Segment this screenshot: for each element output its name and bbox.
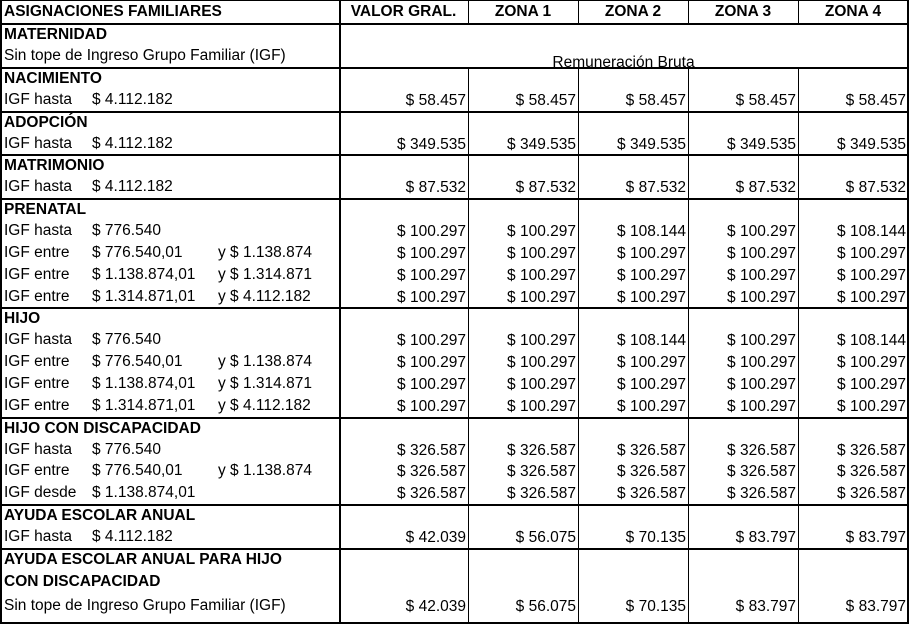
table-row (0, 482, 909, 504)
grid-line (0, 154, 909, 156)
igf-from-amount: $ 1.314.871,01 (92, 396, 196, 414)
grid-line (468, 112, 469, 155)
amount-cell: $ 326.587 (397, 463, 466, 481)
igf-from-amount: $ 776.540,01 (92, 244, 183, 261)
amount-cell: $ 100.297 (397, 332, 466, 350)
igf-to-amount: y $ 1.314.871 (218, 375, 312, 392)
grid-line (0, 0, 2, 624)
table-row (0, 395, 909, 417)
section-title-row (0, 68, 909, 89)
grid-line (688, 155, 689, 198)
section-title-row (0, 24, 909, 45)
amount-cell: $ 100.297 (617, 397, 686, 415)
igf-to-amount: y $ 1.138.874 (218, 353, 312, 371)
column-header: ZONA 3 (714, 3, 772, 20)
amount-cell: $ 100.297 (617, 245, 686, 262)
igf-condition: IGF entre (4, 462, 70, 480)
amount-cell: $ 326.587 (617, 485, 686, 503)
amount-cell: $ 100.297 (397, 223, 466, 241)
grid-line (0, 504, 909, 506)
igf-condition: IGF hasta (4, 528, 73, 545)
amount-cell: $ 326.587 (837, 463, 906, 481)
grid-line (578, 418, 579, 504)
table-row (0, 526, 909, 548)
grid-line (578, 308, 579, 416)
amount-cell: $ 87.532 (845, 179, 906, 197)
grid-line (798, 0, 799, 24)
grid-line (578, 549, 579, 622)
amount-cell: $ 100.297 (617, 288, 686, 306)
igf-condition: IGF entre (4, 287, 70, 305)
section-title-row (0, 308, 909, 329)
table-row (0, 264, 909, 286)
amount-cell: $ 100.297 (507, 397, 576, 415)
igf-to-amount: y $ 1.138.874 (218, 244, 312, 261)
grid-line (339, 0, 341, 624)
table-row (0, 176, 909, 198)
amount-cell: $ 100.297 (727, 223, 796, 241)
header-title: ASIGNACIONES FAMILIARES (4, 3, 222, 20)
grid-line (0, 307, 909, 309)
amount-cell: $ 108.144 (617, 332, 686, 350)
amount-cell: $ 326.587 (727, 463, 796, 481)
grid-line (0, 23, 909, 25)
section-title: CON DISCAPACIDAD (4, 572, 161, 590)
grid-line (798, 199, 799, 307)
amount-cell: $ 100.297 (507, 223, 576, 241)
amount-cell: $ 42.039 (405, 597, 466, 615)
grid-line (578, 112, 579, 155)
amount-cell: $ 349.535 (397, 135, 466, 153)
section-title: NACIMIENTO (4, 69, 102, 87)
amount-cell: $ 349.535 (727, 135, 796, 153)
amount-cell: $ 100.297 (837, 245, 906, 262)
igf-to-amount: y $ 4.112.182 (218, 396, 311, 414)
grid-line (0, 548, 909, 550)
igf-from-amount: $ 776.540,01 (92, 462, 183, 480)
igf-from-amount: $ 1.138.874,01 (92, 265, 196, 283)
amount-cell: $ 100.297 (397, 376, 466, 393)
section-title: MATERNIDAD (4, 26, 108, 43)
amount-cell: $ 100.297 (837, 376, 906, 393)
amount-cell: $ 58.457 (625, 91, 686, 109)
grid-line (688, 0, 689, 24)
igf-condition: IGF entre (4, 265, 70, 283)
grid-line (468, 308, 469, 416)
table-row (0, 133, 909, 155)
igf-condition: IGF hasta (4, 178, 73, 196)
amount-cell: $ 100.297 (397, 288, 466, 306)
grid-line (468, 155, 469, 198)
igf-to-amount: y $ 1.314.871 (218, 265, 312, 283)
igf-from-amount: $ 4.112.182 (92, 178, 173, 196)
amount-cell: $ 100.297 (507, 266, 576, 284)
table-row (0, 45, 909, 67)
amount-cell: $ 326.587 (727, 441, 796, 459)
column-header: ZONA 4 (824, 3, 882, 20)
igf-condition: IGF entre (4, 353, 70, 371)
amount-cell: $ 100.297 (837, 266, 906, 284)
section-title: PRENATAL (4, 201, 87, 219)
amount-cell: $ 100.297 (837, 354, 906, 372)
amount-cell: $ 100.297 (507, 245, 576, 262)
grid-line (468, 505, 469, 548)
igf-from-amount: $ 1.138.874,01 (92, 375, 196, 392)
table-row (0, 89, 909, 111)
table-row (0, 351, 909, 373)
grid-line (798, 418, 799, 504)
grid-line (578, 505, 579, 548)
amount-cell: $ 83.797 (845, 597, 906, 615)
grid-line (798, 112, 799, 155)
section-title-row (0, 112, 909, 133)
amount-cell: $ 108.144 (837, 223, 906, 241)
igf-to-amount: y $ 4.112.182 (218, 287, 311, 305)
amount-cell: $ 83.797 (845, 529, 906, 546)
header-row (0, 1, 909, 24)
amount-cell: $ 100.297 (507, 354, 576, 372)
grid-line (798, 505, 799, 548)
table-row (0, 220, 909, 242)
grid-line (0, 417, 909, 419)
grid-line (578, 0, 579, 24)
section-title-row (0, 199, 909, 220)
amount-cell: $ 87.532 (735, 179, 796, 197)
grid-line (468, 0, 469, 24)
amount-cell: $ 326.587 (837, 441, 906, 459)
amount-cell: $ 58.457 (735, 91, 796, 109)
section-title: ADOPCIÓN (4, 113, 88, 131)
igf-condition: IGF entre (4, 244, 70, 261)
grid-line (798, 68, 799, 111)
table-row (0, 373, 909, 395)
section-title: HIJO (4, 310, 41, 328)
grid-line (468, 549, 469, 622)
amount-cell: $ 326.587 (617, 441, 686, 459)
row-label: Sin tope de Ingreso Grupo Familiar (IGF) (4, 47, 286, 64)
amount-cell: $ 108.144 (617, 223, 686, 241)
amount-cell: $ 100.297 (617, 266, 686, 284)
igf-condition: IGF hasta (4, 331, 73, 349)
igf-from-amount: $ 776.540 (92, 440, 161, 458)
amount-cell: $ 100.297 (727, 266, 796, 284)
igf-from-amount: $ 1.314.871,01 (92, 287, 196, 305)
section-title: HIJO CON DISCAPACIDAD (4, 419, 201, 437)
amount-cell: $ 100.297 (727, 332, 796, 350)
merged-value: Remuneración Bruta (552, 54, 695, 67)
amount-cell: $ 326.587 (397, 485, 466, 503)
grid-line (578, 155, 579, 198)
grid-line (468, 68, 469, 111)
igf-condition: IGF entre (4, 396, 70, 414)
grid-line (0, 0, 909, 1)
amount-cell: $ 70.135 (625, 597, 686, 615)
amount-cell: $ 349.535 (837, 135, 906, 153)
table-row (0, 460, 909, 482)
igf-condition: IGF hasta (4, 134, 73, 152)
grid-line (688, 308, 689, 416)
igf-from-amount: $ 776.540 (92, 331, 161, 349)
amount-cell: $ 100.297 (727, 354, 796, 372)
grid-line (468, 199, 469, 307)
column-header: ZONA 1 (494, 3, 552, 20)
amount-cell: $ 100.297 (507, 288, 576, 306)
igf-from-amount: $ 4.112.182 (92, 90, 173, 108)
amount-cell: $ 349.535 (507, 135, 576, 153)
amount-cell: $ 87.532 (405, 179, 466, 197)
column-header: ZONA 2 (604, 3, 662, 20)
table-row (0, 439, 909, 461)
amount-cell: $ 100.297 (727, 397, 796, 415)
amount-cell: $ 100.297 (727, 376, 796, 393)
amount-cell: $ 108.144 (837, 332, 906, 350)
amount-cell: $ 326.587 (507, 441, 576, 459)
amount-cell: $ 100.297 (397, 397, 466, 415)
grid-line (468, 418, 469, 504)
amount-cell: $ 100.297 (397, 354, 466, 372)
amount-cell: $ 42.039 (405, 529, 466, 546)
igf-from-amount: $ 776.540,01 (92, 353, 183, 371)
grid-line (688, 549, 689, 622)
amount-cell: $ 100.297 (617, 354, 686, 372)
table-row (0, 242, 909, 264)
igf-condition: IGF hasta (4, 222, 73, 240)
grid-line (688, 68, 689, 111)
amount-cell: $ 87.532 (625, 179, 686, 197)
grid-line (688, 505, 689, 548)
grid-line (0, 67, 909, 69)
grid-line (578, 68, 579, 111)
igf-from-amount: $ 1.138.874,01 (92, 484, 196, 502)
grid-line (0, 111, 909, 113)
igf-from-amount: $ 776.540 (92, 222, 161, 240)
igf-to-amount: y $ 1.138.874 (218, 462, 312, 480)
amount-cell: $ 56.075 (515, 597, 576, 615)
table-row (0, 286, 909, 308)
grid-line (688, 418, 689, 504)
grid-line (798, 308, 799, 416)
amount-cell: $ 100.297 (837, 397, 906, 415)
amount-cell: $ 326.587 (507, 485, 576, 503)
grid-line (688, 112, 689, 155)
amount-cell: $ 326.587 (397, 441, 466, 459)
amount-cell: $ 70.135 (625, 529, 686, 546)
grid-line (798, 549, 799, 622)
amount-cell: $ 100.297 (397, 245, 466, 262)
section-title: AYUDA ESCOLAR ANUAL PARA HIJO (4, 550, 282, 568)
section-title-row (0, 418, 909, 439)
amount-cell: $ 100.297 (727, 288, 796, 306)
igf-condition: IGF desde (4, 484, 77, 502)
amount-cell: $ 83.797 (735, 597, 796, 615)
amount-cell: $ 83.797 (735, 529, 796, 546)
section-title: AYUDA ESCOLAR ANUAL (4, 507, 196, 524)
grid-line (578, 199, 579, 307)
amount-cell: $ 56.075 (515, 529, 576, 546)
amount-cell: $ 326.587 (727, 485, 796, 503)
amount-cell: $ 326.587 (837, 485, 906, 503)
grid-line (688, 199, 689, 307)
igf-condition: IGF entre (4, 375, 70, 392)
amount-cell: $ 349.535 (617, 135, 686, 153)
igf-condition: IGF hasta (4, 90, 73, 108)
section-title-row (0, 571, 909, 593)
amount-cell: $ 58.457 (845, 91, 906, 109)
section-title-row (0, 155, 909, 176)
section-title-row (0, 505, 909, 526)
grid-line (798, 155, 799, 198)
grid-line (0, 198, 909, 200)
igf-from-amount: $ 4.112.182 (92, 134, 173, 152)
amount-cell: $ 100.297 (617, 376, 686, 393)
amount-cell: $ 100.297 (397, 266, 466, 284)
amount-cell: $ 100.297 (507, 376, 576, 393)
table-row (0, 593, 909, 618)
amount-cell: $ 58.457 (405, 91, 466, 109)
amount-cell: $ 100.297 (727, 245, 796, 262)
amount-cell: $ 87.532 (515, 179, 576, 197)
amount-cell: $ 326.587 (617, 463, 686, 481)
row-label: Sin tope de Ingreso Grupo Familiar (IGF) (4, 596, 286, 614)
amount-cell: $ 326.587 (507, 463, 576, 481)
igf-condition: IGF hasta (4, 440, 73, 458)
amount-cell: $ 58.457 (515, 91, 576, 109)
igf-from-amount: $ 4.112.182 (92, 528, 173, 545)
amount-cell: $ 100.297 (837, 288, 906, 306)
table-row (0, 329, 909, 351)
amount-cell: $ 100.297 (507, 332, 576, 350)
section-title-row (0, 549, 909, 571)
section-title: MATRIMONIO (4, 157, 105, 175)
column-header: VALOR GRAL. (350, 3, 457, 20)
